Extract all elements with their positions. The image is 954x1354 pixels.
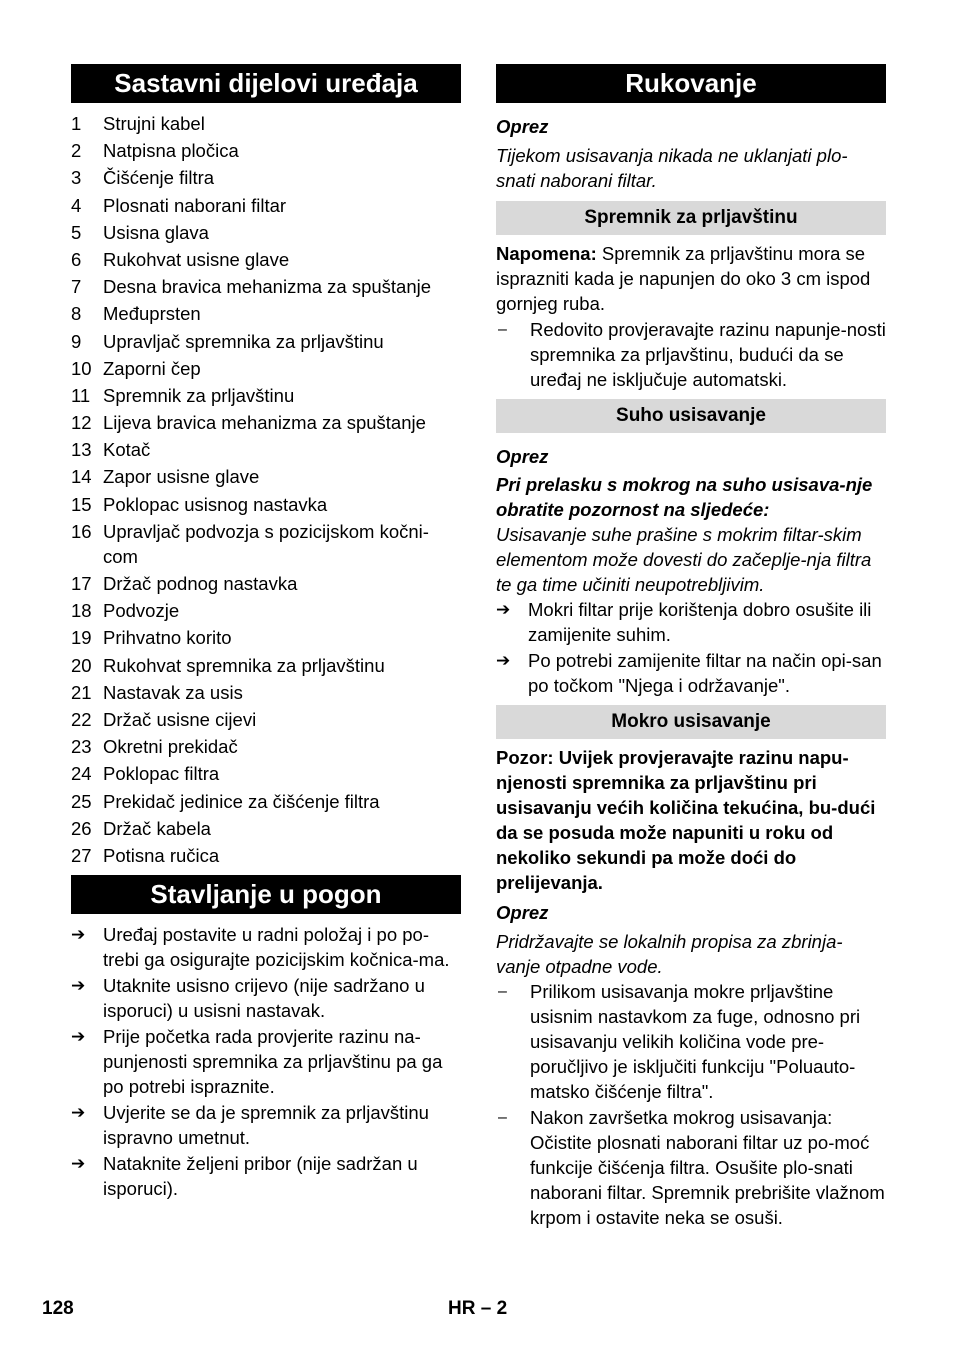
item-text: Utaknite usisno crijevo (nije sadržano u isporuci) u usisni nastavak. xyxy=(103,974,425,1021)
part-number: 16 xyxy=(71,520,92,542)
parts-list-item xyxy=(71,410,461,435)
item-text: Nataknite željeni pribor (nije sadržan u isporuci). xyxy=(103,1152,418,1199)
part-number: 3 xyxy=(71,167,82,189)
part-number: 25 xyxy=(71,790,92,812)
part-label: Prekidač jedinice za čišćenje filtra xyxy=(103,790,380,812)
parts-list-item xyxy=(71,329,461,354)
dash-marker: – xyxy=(498,321,507,338)
part-label: Usisna glava xyxy=(103,221,209,243)
part-label: Upravljač spremnika za prljavštinu xyxy=(103,330,384,352)
step-item xyxy=(496,597,886,647)
caution-text: Tijekom usisavanja nikada ne uklanjati plo-snati naborani filtar. xyxy=(496,145,848,191)
page-number: 128 xyxy=(42,1298,74,1319)
item-text: Mokri filtar prije korištenja dobro osušite ili zamijenite suhim. xyxy=(528,599,872,645)
parts-list-item xyxy=(71,437,461,462)
step-item xyxy=(71,1024,461,1099)
left-column xyxy=(71,64,461,1202)
dry-steps-list xyxy=(496,597,886,698)
dry-caution-bold: Pri prelasku s mokrog na suho usisava-nje obratite pozornost na sljedeće: xyxy=(496,474,873,520)
parts-list-item xyxy=(71,816,461,841)
tank-dash-item xyxy=(496,317,886,392)
right-column xyxy=(496,64,886,1231)
arrow-right-icon: ➔ xyxy=(71,1102,86,1122)
part-number: 10 xyxy=(71,357,92,379)
handling-heading: Rukovanje xyxy=(496,64,886,103)
parts-list-item xyxy=(71,519,461,569)
part-number: 9 xyxy=(71,330,82,352)
wet-dashes-list xyxy=(496,979,886,1230)
part-label: Podvozje xyxy=(103,600,180,622)
part-number: 6 xyxy=(71,248,82,270)
part-number: 13 xyxy=(71,439,92,461)
tank-dash-text: Redovito provjeravajte razinu napunje-nosti spremnika za prljavštinu, budući da se uređaj ne isključuje automatski. xyxy=(530,319,886,390)
part-number: 15 xyxy=(71,493,92,515)
dash-marker: – xyxy=(498,1109,507,1126)
parts-list-item xyxy=(71,707,461,732)
part-number: 20 xyxy=(71,654,92,676)
parts-list-item xyxy=(71,571,461,596)
parts-list-item xyxy=(71,247,461,272)
dry-heading: Suho usisavanje xyxy=(496,399,886,433)
tank-note-text: Spremnik za prljavštinu mora se isprazniti kada je napunjen do oko 3 cm ispod gornjeg ruba. xyxy=(496,243,871,314)
dash-item xyxy=(496,1105,886,1230)
dash-item xyxy=(496,979,886,1104)
parts-list-item xyxy=(71,625,461,650)
parts-list-item xyxy=(71,383,461,408)
parts-list-item xyxy=(71,492,461,517)
part-label: Čišćenje filtra xyxy=(103,167,215,189)
part-number: 26 xyxy=(71,817,92,839)
caution-label: Oprez xyxy=(496,116,549,137)
parts-list-item xyxy=(71,356,461,381)
item-text: Nakon završetka mokrog usisavanja: Očistite plosnati naborani filtar uz po-moć funkcije čišćenja filtra. Osušite plo-snati naborani filtar. Spremnik prebrišite vlažnom krpom i ostavite neka se osuši. xyxy=(530,1107,885,1228)
step-item xyxy=(71,973,461,1023)
tank-note xyxy=(496,241,886,316)
parts-list-item xyxy=(71,301,461,326)
start-steps-list xyxy=(71,922,461,1201)
part-number: 17 xyxy=(71,573,92,594)
part-number: 24 xyxy=(71,763,92,785)
parts-list-item xyxy=(71,734,461,759)
part-label: Zapor usisne glave xyxy=(103,466,260,488)
part-number: 7 xyxy=(71,276,82,298)
wet-caution-label: Oprez xyxy=(496,902,549,923)
part-number: 11 xyxy=(71,384,91,406)
parts-list-item xyxy=(71,464,461,489)
part-number: 21 xyxy=(71,681,92,703)
step-item xyxy=(71,1151,461,1201)
part-number: 19 xyxy=(71,627,92,649)
part-label: Strujni kabel xyxy=(103,113,205,134)
part-number: 23 xyxy=(71,736,92,758)
item-text: Uvjerite se da je spremnik za prljavštinu ispravno umetnut. xyxy=(103,1101,429,1148)
part-label: Spremnik za prljavštinu xyxy=(103,384,295,406)
parts-list-item xyxy=(71,220,461,245)
wet-heading: Mokro usisavanje xyxy=(496,705,886,739)
parts-heading: Sastavni dijelovi uređaja xyxy=(71,64,461,103)
part-number: 8 xyxy=(71,303,82,325)
dry-caution-label: Oprez xyxy=(496,446,549,467)
part-label: Desna bravica mehanizma za spuštanje xyxy=(103,276,432,298)
parts-list-item xyxy=(71,598,461,623)
step-item xyxy=(71,922,461,972)
part-label: Upravljač podvozja s pozicijskom kočni-com xyxy=(103,520,429,567)
parts-list-item xyxy=(71,843,461,868)
part-label: Međuprsten xyxy=(103,303,201,325)
arrow-right-icon: ➔ xyxy=(71,1153,86,1173)
item-text: Prilikom usisavanja mokre prljavštine usisnim nastavkom za fuge, odnosno pri usisavanju velikih količina vode pre-poručljivo je isključiti funkciju "Poluauto-matsko čišćenje filtra". xyxy=(530,981,861,1102)
part-number: 2 xyxy=(71,140,82,162)
part-number: 14 xyxy=(71,466,92,488)
wet-caution-text: Pridržavajte se lokalnih propisa za zbrinja-vanje otpadne vode. xyxy=(496,931,843,977)
part-label: Rukohvat usisne glave xyxy=(103,248,290,270)
tank-note-label: Napomena: xyxy=(496,243,597,264)
item-text: Uređaj postavite u radni položaj i po po-trebi ga osigurajte pozicijskim kočnica-ma. xyxy=(103,923,450,970)
arrow-right-icon: ➔ xyxy=(71,1026,86,1046)
part-number: 1 xyxy=(71,113,82,134)
parts-list-item xyxy=(71,193,461,218)
part-number: 12 xyxy=(71,412,92,434)
arrow-right-icon: ➔ xyxy=(496,651,511,670)
wet-warning: Pozor: Uvijek provjeravajte razinu napu-njenosti spremnika za prljavštinu pri usisavanju većih količina tekućina, bu-dući da se posuda može napuniti u roku od nekoliko sekundi pa može doći do prelijevanja. xyxy=(496,747,876,893)
parts-list xyxy=(71,111,461,868)
step-item xyxy=(71,1100,461,1150)
arrow-right-icon: ➔ xyxy=(71,975,86,995)
arrow-right-icon: ➔ xyxy=(496,600,511,619)
part-number: 5 xyxy=(71,221,82,243)
parts-list-item xyxy=(71,653,461,678)
dry-caution-text: Usisavanje suhe prašine s mokrim filtar-skim elementom može dovesti do začeplje-nja filtra te ga time učiniti neupotrebljivim. xyxy=(496,524,872,595)
item-text: Prije početka rada provjerite razinu na-punjenosti spremnika za prljavštinu pa ga po potrebi ispraznite. xyxy=(103,1025,443,1097)
dash-marker: – xyxy=(498,983,507,1000)
part-label: Natpisna pločica xyxy=(103,140,239,162)
page-code: HR – 2 xyxy=(448,1298,508,1319)
part-label: Držač usisne cijevi xyxy=(103,708,257,730)
part-label: Rukohvat spremnika za prljavštinu xyxy=(103,654,385,676)
parts-list-item xyxy=(71,680,461,705)
start-heading: Stavljanje u pogon xyxy=(71,875,461,914)
parts-list-item xyxy=(71,138,461,163)
part-label: Kotač xyxy=(103,439,151,461)
part-number: 22 xyxy=(71,708,92,730)
part-number: 27 xyxy=(71,844,92,866)
part-number: 18 xyxy=(71,600,92,622)
part-number: 4 xyxy=(71,194,82,216)
part-label: Poklopac usisnog nastavka xyxy=(103,493,328,515)
parts-list-item xyxy=(71,274,461,299)
part-label: Držač podnog nastavka xyxy=(103,573,298,594)
parts-list-item xyxy=(71,789,461,814)
part-label: Držač kabela xyxy=(103,817,211,839)
item-text: Po potrebi zamijenite filtar na način opi-san po točkom "Njega i održavanje". xyxy=(528,650,882,696)
part-label: Okretni prekidač xyxy=(103,736,238,758)
part-label: Lijeva bravica mehanizma za spuštanje xyxy=(103,412,426,434)
part-label: Poklopac filtra xyxy=(103,763,220,785)
parts-list-item xyxy=(71,111,461,136)
parts-list-item xyxy=(71,165,461,190)
part-label: Nastavak za usis xyxy=(103,681,243,703)
part-label: Plosnati naborani filtar xyxy=(103,194,287,216)
step-item xyxy=(496,648,886,698)
parts-list-item xyxy=(71,761,461,786)
arrow-right-icon: ➔ xyxy=(71,924,86,944)
part-label: Zaporni čep xyxy=(103,357,201,379)
tank-heading: Spremnik za prljavštinu xyxy=(496,201,886,235)
part-label: Prihvatno korito xyxy=(103,627,232,649)
part-label: Potisna ručica xyxy=(103,844,220,866)
